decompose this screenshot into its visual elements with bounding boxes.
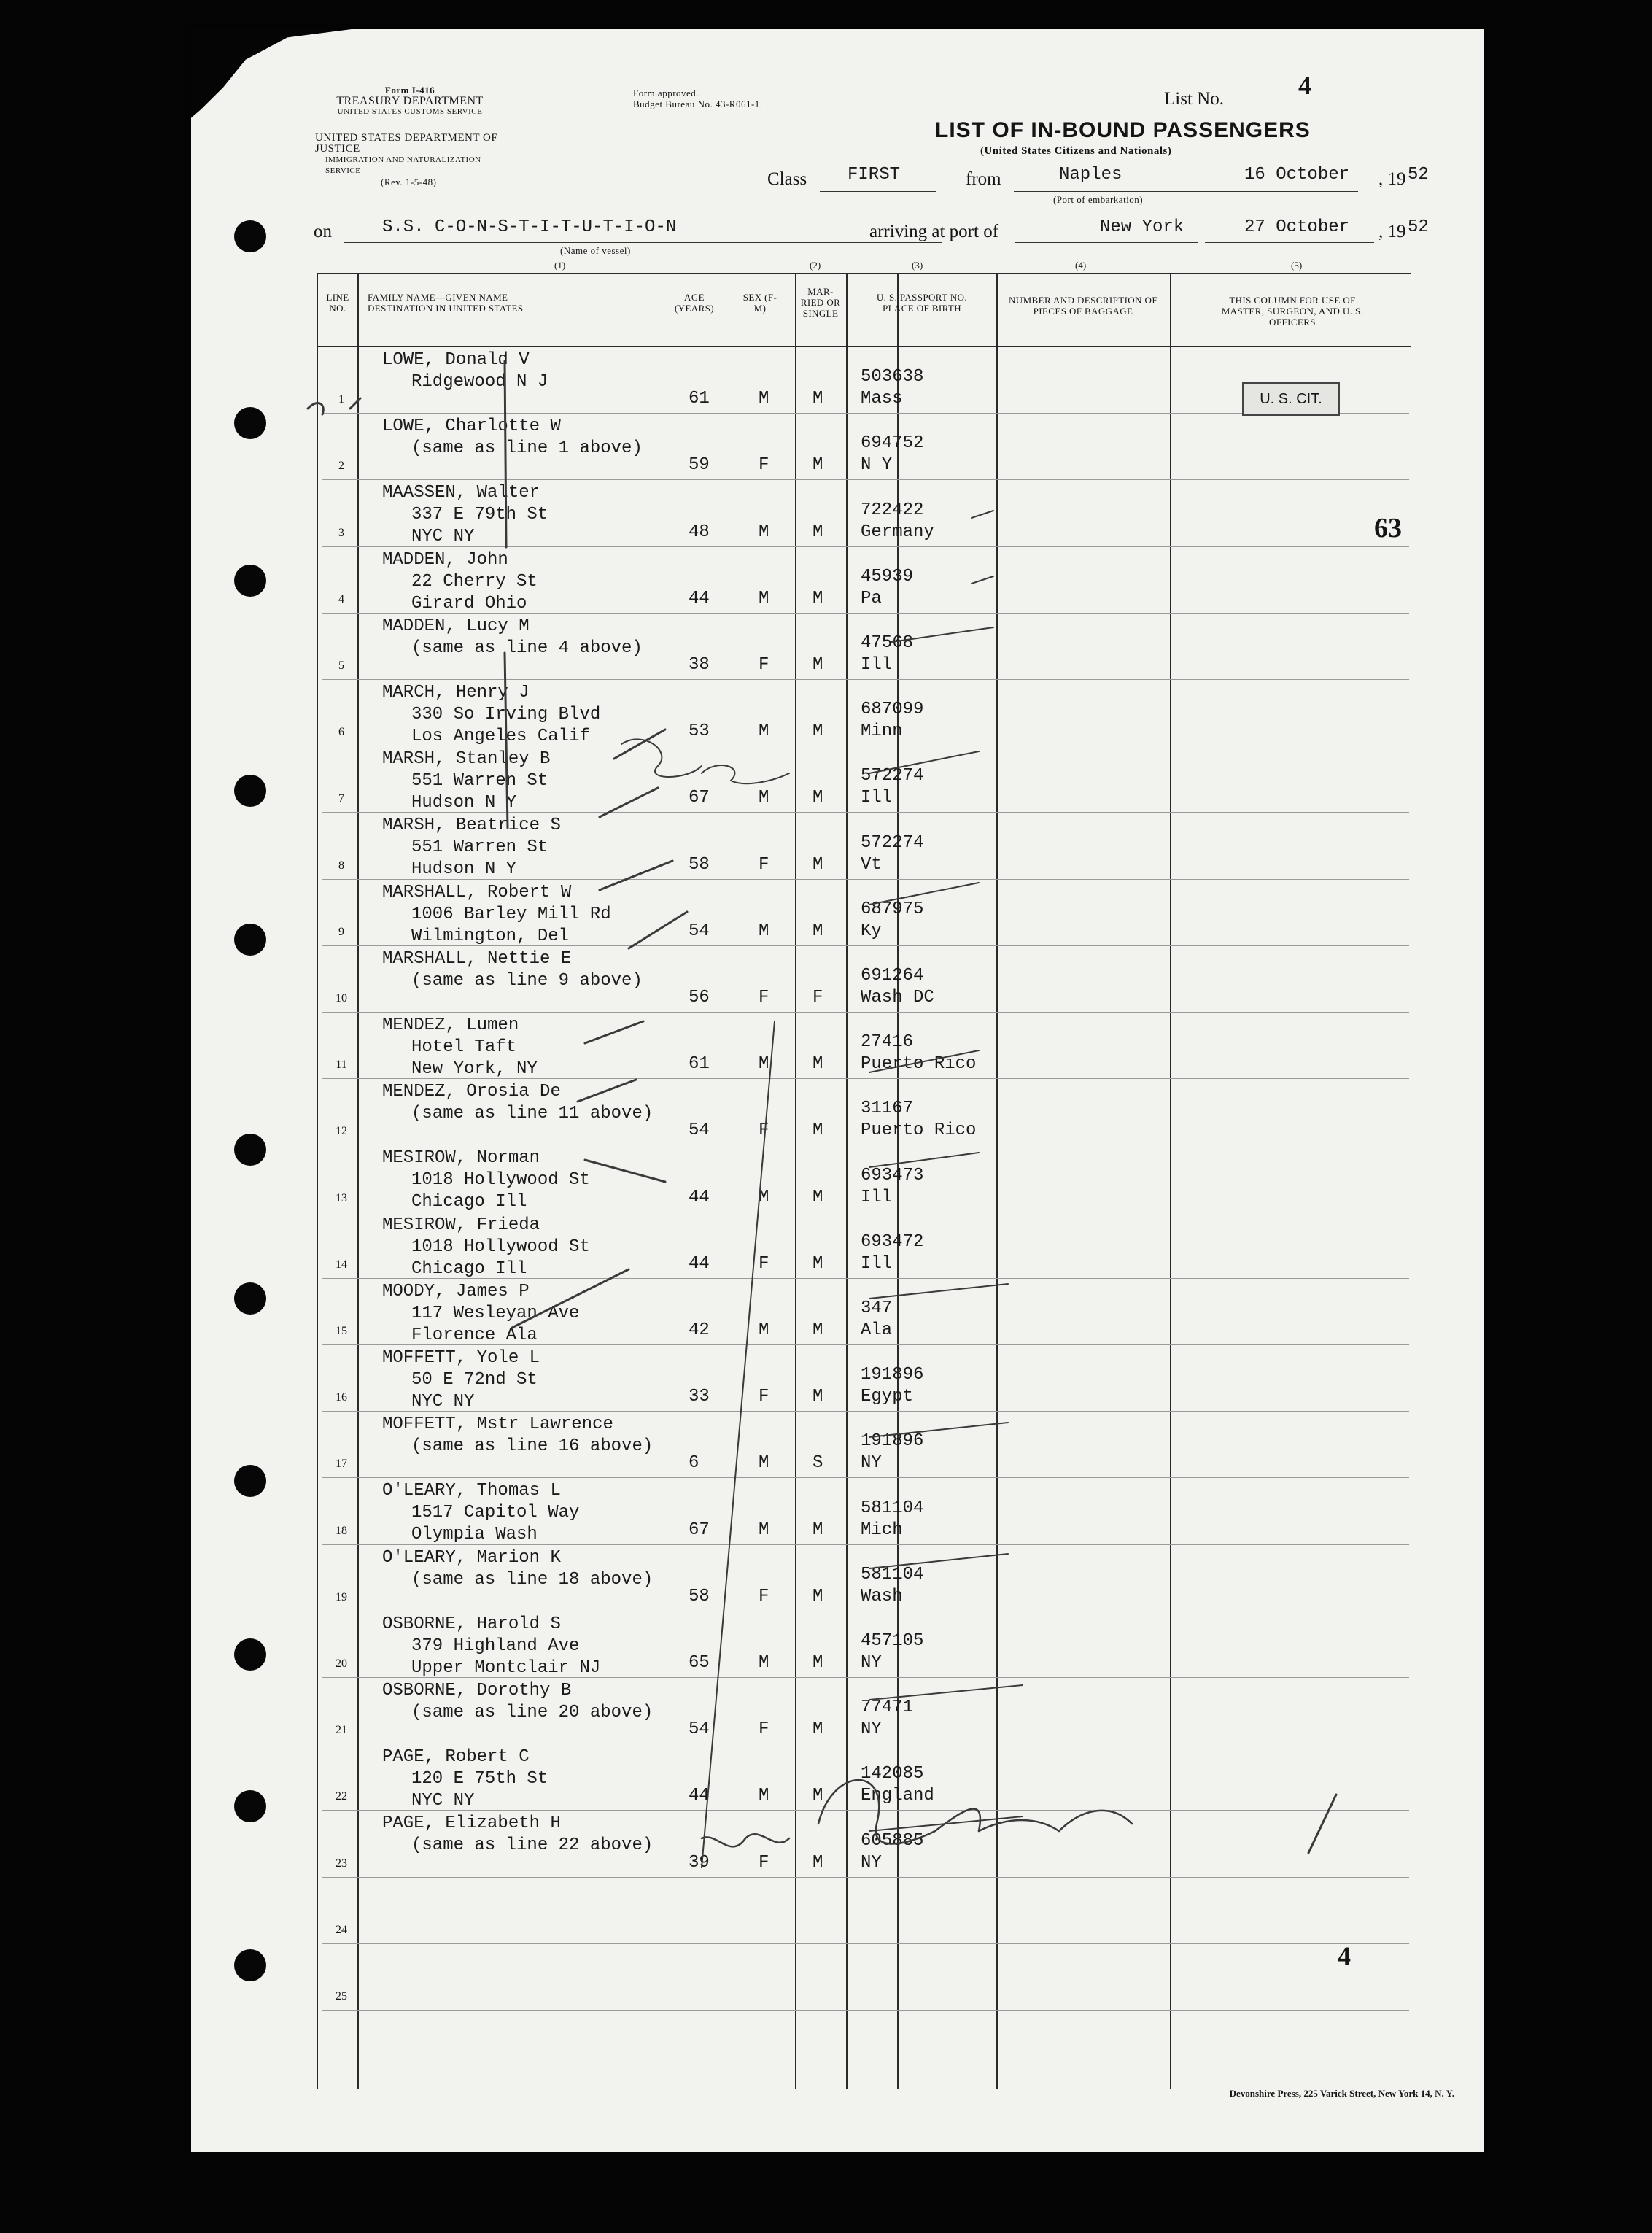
line-number: 5 [338, 659, 344, 672]
passenger-age: 65 [689, 1653, 710, 1673]
passenger-destination: 551 Warren St [411, 837, 548, 858]
passenger-age: 44 [689, 588, 710, 608]
passenger-destination: (same as line 11 above) [411, 1104, 654, 1124]
passenger-destination: 337 E 79th St [411, 505, 548, 525]
line-number: 18 [336, 1524, 347, 1537]
embark-port-caption: (Port of embarkation) [1053, 194, 1144, 205]
line-number: 1 [338, 393, 344, 406]
ins-service: IMMIGRATION AND NATURALIZATION SERVICE [325, 155, 481, 175]
passenger-name: MAASSEN, Walter [382, 483, 540, 503]
line-number: 23 [336, 1857, 347, 1870]
passenger-marital-status: M [813, 1719, 823, 1740]
place-of-birth: NY [861, 1653, 882, 1673]
passenger-destination: Hudson N Y [411, 793, 517, 813]
customs-service: UNITED STATES CUSTOMS SERVICE [337, 107, 483, 116]
passenger-name: MADDEN, John [382, 549, 508, 570]
passenger-name: MENDEZ, Orosia De [382, 1082, 561, 1102]
passenger-destination: (same as line 22 above) [411, 1835, 654, 1856]
passport-number: 581104 [861, 1564, 924, 1584]
treasury-dept: TREASURY DEPARTMENT [336, 95, 484, 107]
passenger-destination: 330 So Irving Blvd [411, 705, 601, 724]
passenger-sex: M [759, 1187, 769, 1207]
passenger-age: 48 [689, 522, 710, 542]
passenger-age: 54 [689, 1719, 710, 1740]
passenger-name: LOWE, Charlotte W [382, 417, 561, 437]
arriving-label: arriving at port of [869, 222, 999, 241]
passenger-destination: (same as line 16 above) [411, 1436, 654, 1457]
passenger-marital-status: M [813, 1520, 823, 1540]
place-of-birth: Wash DC [861, 988, 934, 1007]
col-num-2: (2) [810, 260, 821, 271]
arrival-port: New York [1100, 217, 1184, 237]
header-dest: DESTINATION IN UNITED STATES [368, 303, 524, 314]
passenger-age: 44 [689, 1187, 710, 1207]
line-number: 15 [336, 1325, 347, 1337]
passenger-age: 38 [689, 655, 710, 675]
line-number: 24 [336, 1923, 347, 1936]
passenger-marital-status: M [813, 1253, 823, 1274]
passenger-name: MADDEN, Lucy M [382, 616, 530, 636]
line-number: 12 [336, 1125, 347, 1138]
passenger-destination: 22 Cherry St [411, 571, 538, 592]
header-birth: PLACE OF BIRTH [882, 303, 962, 314]
passenger-destination: NYC NY [411, 1791, 475, 1811]
passport-number: 77471 [861, 1698, 914, 1718]
passenger-marital-status: F [813, 988, 823, 1007]
passenger-name: PAGE, Elizabeth H [382, 1814, 561, 1834]
passenger-name: MARSHALL, Robert W [382, 882, 572, 902]
passenger-sex: F [759, 854, 769, 875]
passenger-marital-status: M [813, 1387, 823, 1407]
passenger-name: MARCH, Henry J [382, 683, 530, 703]
passenger-age: 6 [689, 1453, 699, 1474]
passenger-destination: 1517 Capitol Way [411, 1503, 580, 1523]
passenger-sex: M [759, 721, 769, 742]
passenger-marital-status: M [813, 721, 823, 742]
col-num-5: (5) [1291, 260, 1303, 271]
passenger-marital-status: M [813, 1054, 823, 1075]
place-of-birth: NY [861, 1453, 882, 1474]
place-of-birth: Ky [861, 921, 882, 941]
line-number: 20 [336, 1657, 347, 1670]
passenger-destination: 50 E 72nd St [411, 1370, 538, 1390]
passport-number: 693473 [861, 1165, 924, 1185]
passenger-sex: F [759, 1586, 769, 1606]
passenger-marital-status: M [813, 1586, 823, 1606]
passport-number: 45939 [861, 566, 914, 587]
passenger-destination: Los Angeles Calif [411, 727, 590, 746]
passenger-name: OSBORNE, Dorothy B [382, 1681, 572, 1700]
arrival-date: 27 October [1244, 217, 1350, 237]
place-of-birth: Mass [861, 389, 903, 409]
passenger-marital-status: M [813, 588, 823, 608]
line-number: 2 [338, 460, 344, 473]
passenger-sex: M [759, 1453, 769, 1474]
list-no-value: 4 [1298, 71, 1311, 100]
passport-number: 503638 [861, 367, 924, 387]
line-number: 4 [338, 592, 344, 605]
passenger-marital-status: M [813, 1320, 823, 1340]
line-number: 6 [338, 726, 344, 739]
line-number: 3 [338, 526, 344, 539]
passenger-name: O'LEARY, Thomas L [382, 1481, 561, 1501]
passenger-destination: Chicago Ill [411, 1258, 527, 1279]
place-of-birth: Mich [861, 1520, 903, 1540]
arrival-year: 52 [1408, 217, 1429, 237]
place-of-birth: Egypt [861, 1387, 914, 1407]
list-no-label: List No. [1164, 89, 1224, 109]
place-of-birth: Vt [861, 854, 882, 875]
passenger-sex: M [759, 389, 769, 409]
passenger-name: LOWE, Donald V [382, 350, 530, 370]
passport-number: 457105 [861, 1631, 924, 1651]
header-sex: SEX (F-M) [742, 292, 777, 314]
passport-number: 691264 [861, 966, 924, 986]
passenger-destination: 117 Wesleyan Ave [411, 1303, 580, 1323]
line-number: 22 [336, 1790, 347, 1803]
passenger-sex: F [759, 1719, 769, 1740]
line-number: 13 [336, 1191, 347, 1204]
line-number: 19 [336, 1590, 347, 1603]
passport-number: 687975 [861, 899, 924, 919]
passenger-sex: M [759, 1054, 769, 1075]
passport-number: 347 [861, 1299, 893, 1318]
passport-number: 572274 [861, 766, 924, 786]
passenger-name: O'LEARY, Marion K [382, 1547, 561, 1568]
citizenship-stamp: U. S. CIT. [1242, 382, 1340, 416]
passenger-destination: (same as line 4 above) [411, 638, 643, 658]
place-of-birth: Minn [861, 721, 903, 742]
embark-date: 16 October [1244, 165, 1350, 185]
class-label: Class [767, 169, 807, 189]
passenger-marital-status: M [813, 389, 823, 409]
passenger-sex: M [759, 522, 769, 542]
passport-number: 694752 [861, 433, 924, 454]
passenger-destination: Hotel Taft [411, 1037, 517, 1057]
passenger-age: 42 [689, 1320, 710, 1340]
passenger-age: 54 [689, 921, 710, 941]
passenger-age: 67 [689, 788, 710, 808]
embark-year-prefix: , 19 [1378, 169, 1406, 189]
passenger-destination: (same as line 9 above) [411, 970, 643, 991]
passenger-name: MARSH, Stanley B [382, 749, 551, 770]
passenger-age: 44 [689, 1786, 710, 1806]
from-label: from [966, 169, 1001, 189]
passenger-age: 58 [689, 854, 710, 875]
passenger-sex: F [759, 655, 769, 675]
place-of-birth: Puerto Rico [861, 1054, 977, 1075]
passenger-destination: Upper Montclair NJ [411, 1657, 601, 1678]
passenger-destination: (same as line 20 above) [411, 1703, 654, 1722]
passenger-name: PAGE, Robert C [382, 1747, 530, 1768]
passport-number: 191896 [861, 1365, 924, 1385]
passenger-sex: F [759, 988, 769, 1007]
passenger-destination: (same as line 18 above) [411, 1569, 654, 1590]
passenger-age: 53 [689, 721, 710, 742]
passenger-sex: F [759, 455, 769, 476]
passenger-destination: 1006 Barley Mill Rd [411, 904, 611, 924]
vessel-caption: (Name of vessel) [560, 245, 631, 256]
passenger-destination: NYC NY [411, 527, 475, 547]
vessel-name: S.S. C-O-N-S-T-I-T-U-T-I-O-N [382, 217, 677, 237]
header-line-no: LINE NO. [326, 292, 349, 314]
passenger-name: MOFFETT, Mstr Lawrence [382, 1415, 613, 1435]
line-number: 25 [336, 1990, 347, 2002]
place-of-birth: Ill [861, 1253, 893, 1274]
header-age: AGE (YEARS) [674, 292, 715, 314]
passenger-sex: M [759, 588, 769, 608]
line-number: 11 [336, 1059, 347, 1072]
passenger-marital-status: M [813, 788, 823, 808]
place-of-birth: Wash [861, 1586, 903, 1606]
page-title: LIST OF IN-BOUND PASSENGERS [935, 118, 1311, 142]
place-of-birth: Ill [861, 655, 893, 675]
form-id: Form I-416 [384, 85, 435, 96]
place-of-birth: NY [861, 1719, 882, 1740]
passenger-marital-status: M [813, 1852, 823, 1873]
passenger-marital-status: M [813, 854, 823, 875]
passport-number: 693472 [861, 1231, 924, 1252]
passenger-destination: Wilmington, Del [411, 926, 570, 946]
place-of-birth: Germany [861, 522, 934, 542]
place-of-birth: NY [861, 1852, 882, 1873]
passenger-age: 56 [689, 988, 710, 1007]
passenger-destination: Olympia Wash [411, 1525, 538, 1545]
passenger-sex: M [759, 1520, 769, 1540]
passport-number: 581104 [861, 1498, 924, 1518]
budget-bureau: Budget Bureau No. 43-R061-1. [633, 98, 763, 109]
margin-number: 63 [1374, 513, 1402, 543]
passenger-destination: 379 Highland Ave [411, 1636, 580, 1656]
passport-number: 47568 [861, 633, 914, 653]
line-number: 9 [338, 925, 344, 938]
passenger-age: 44 [689, 1253, 710, 1274]
line-number: 21 [336, 1724, 347, 1737]
page-subtitle: (United States Citizens and Nationals) [980, 145, 1172, 157]
passenger-destination: New York, NY [411, 1059, 538, 1079]
col-num-1: (1) [554, 260, 566, 271]
passenger-sex: F [759, 1121, 769, 1141]
passenger-destination: (same as line 1 above) [411, 438, 643, 459]
header-baggage: NUMBER AND DESCRIPTION OF PIECES OF BAGGAGE [1009, 295, 1157, 317]
bottom-number: 4 [1338, 1941, 1351, 1970]
passenger-marital-status: M [813, 1786, 823, 1806]
passenger-age: 54 [689, 1121, 710, 1141]
place-of-birth: Pa [861, 588, 882, 608]
passenger-age: 33 [689, 1387, 710, 1407]
passenger-age: 67 [689, 1520, 710, 1540]
passenger-destination: 120 E 75th St [411, 1769, 548, 1789]
embark-year: 52 [1408, 165, 1429, 185]
passenger-sex: M [759, 921, 769, 941]
passenger-age: 61 [689, 1054, 710, 1075]
passenger-sex: M [759, 1320, 769, 1340]
passenger-name: MARSHALL, Nettie E [382, 948, 572, 969]
passenger-name: OSBORNE, Harold S [382, 1614, 561, 1634]
passenger-name: MARSH, Beatrice S [382, 816, 561, 836]
passport-number: 605885 [861, 1830, 924, 1851]
passenger-destination: Hudson N Y [411, 859, 517, 880]
passenger-name: MENDEZ, Lumen [382, 1015, 519, 1035]
passport-number: 142085 [861, 1764, 924, 1784]
passenger-age: 61 [689, 389, 710, 409]
passenger-marital-status: M [813, 1653, 823, 1673]
form-approved: Form approved. [633, 88, 699, 98]
on-label: on [314, 222, 332, 241]
passenger-sex: M [759, 788, 769, 808]
passenger-name: MESIROW, Norman [382, 1148, 540, 1169]
passenger-marital-status: M [813, 1187, 823, 1207]
handwritten-marks [191, 29, 1484, 2152]
class-value: FIRST [848, 165, 901, 185]
passenger-sex: F [759, 1387, 769, 1407]
line-number: 10 [336, 992, 347, 1005]
passport-number: 27416 [861, 1032, 914, 1053]
arrival-year-prefix: , 19 [1378, 222, 1406, 241]
col-num-4: (4) [1075, 260, 1087, 271]
passenger-destination: 551 Warren St [411, 771, 548, 792]
passenger-sex: M [759, 1653, 769, 1673]
header-officers: THIS COLUMN FOR USE OF MASTER, SURGEON, AND U. S. OFFICERS [1221, 295, 1364, 328]
passport-number: 722422 [861, 500, 924, 520]
place-of-birth: Puerto Rico [861, 1121, 977, 1141]
passenger-marital-status: S [813, 1453, 823, 1474]
place-of-birth: England [861, 1786, 934, 1806]
passenger-destination: Florence Ala [411, 1325, 538, 1345]
line-number: 16 [336, 1391, 347, 1404]
passport-number: 572274 [861, 832, 924, 853]
place-of-birth: Ill [861, 788, 893, 808]
justice-dept: UNITED STATES DEPARTMENT OF JUSTICE [315, 132, 498, 155]
place-of-birth: Ill [861, 1187, 893, 1207]
col-num-3: (3) [912, 260, 923, 271]
header-passport: U. S. PASSPORT NO. [876, 292, 968, 303]
passenger-name: MOODY, James P [382, 1281, 530, 1301]
passenger-destination: Girard Ohio [411, 593, 527, 614]
passenger-marital-status: M [813, 921, 823, 941]
passenger-marital-status: M [813, 455, 823, 476]
line-number: 17 [336, 1458, 347, 1471]
header-name: FAMILY NAME—GIVEN NAME [368, 292, 508, 303]
line-number: 7 [338, 792, 344, 805]
passenger-name: MOFFETT, Yole L [382, 1348, 540, 1368]
printer-footer: Devonshire Press, 225 Varick Street, New York 14, N. Y. [1229, 2088, 1454, 2099]
revision: (Rev. 1-5-48) [381, 177, 437, 187]
line-number: 14 [336, 1258, 347, 1271]
place-of-birth: N Y [861, 455, 893, 476]
passenger-destination: NYC NY [411, 1392, 475, 1412]
passenger-marital-status: M [813, 522, 823, 542]
passenger-marital-status: M [813, 1121, 823, 1141]
passenger-name: MESIROW, Frieda [382, 1215, 540, 1235]
passenger-sex: F [759, 1253, 769, 1274]
passenger-age: 59 [689, 455, 710, 476]
passenger-age: 58 [689, 1586, 710, 1606]
place-of-birth: Ala [861, 1320, 893, 1340]
embark-port: Naples [1059, 165, 1122, 185]
passenger-marital-status: M [813, 655, 823, 675]
header-married: MAR-RIED OR SINGLE [800, 286, 841, 319]
passport-number: 191896 [861, 1431, 924, 1452]
passenger-destination: 1018 Hollywood St [411, 1170, 590, 1191]
passenger-destination: Chicago Ill [411, 1192, 527, 1212]
passenger-sex: F [759, 1852, 769, 1873]
passenger-destination: 1018 Hollywood St [411, 1237, 590, 1257]
passenger-age: 39 [689, 1852, 710, 1873]
passport-number: 31167 [861, 1099, 914, 1119]
line-number: 8 [338, 859, 344, 872]
passport-number: 687099 [861, 700, 924, 720]
passenger-sex: M [759, 1786, 769, 1806]
passenger-destination: Ridgewood N J [411, 372, 548, 392]
manifest-page [191, 29, 1484, 2152]
